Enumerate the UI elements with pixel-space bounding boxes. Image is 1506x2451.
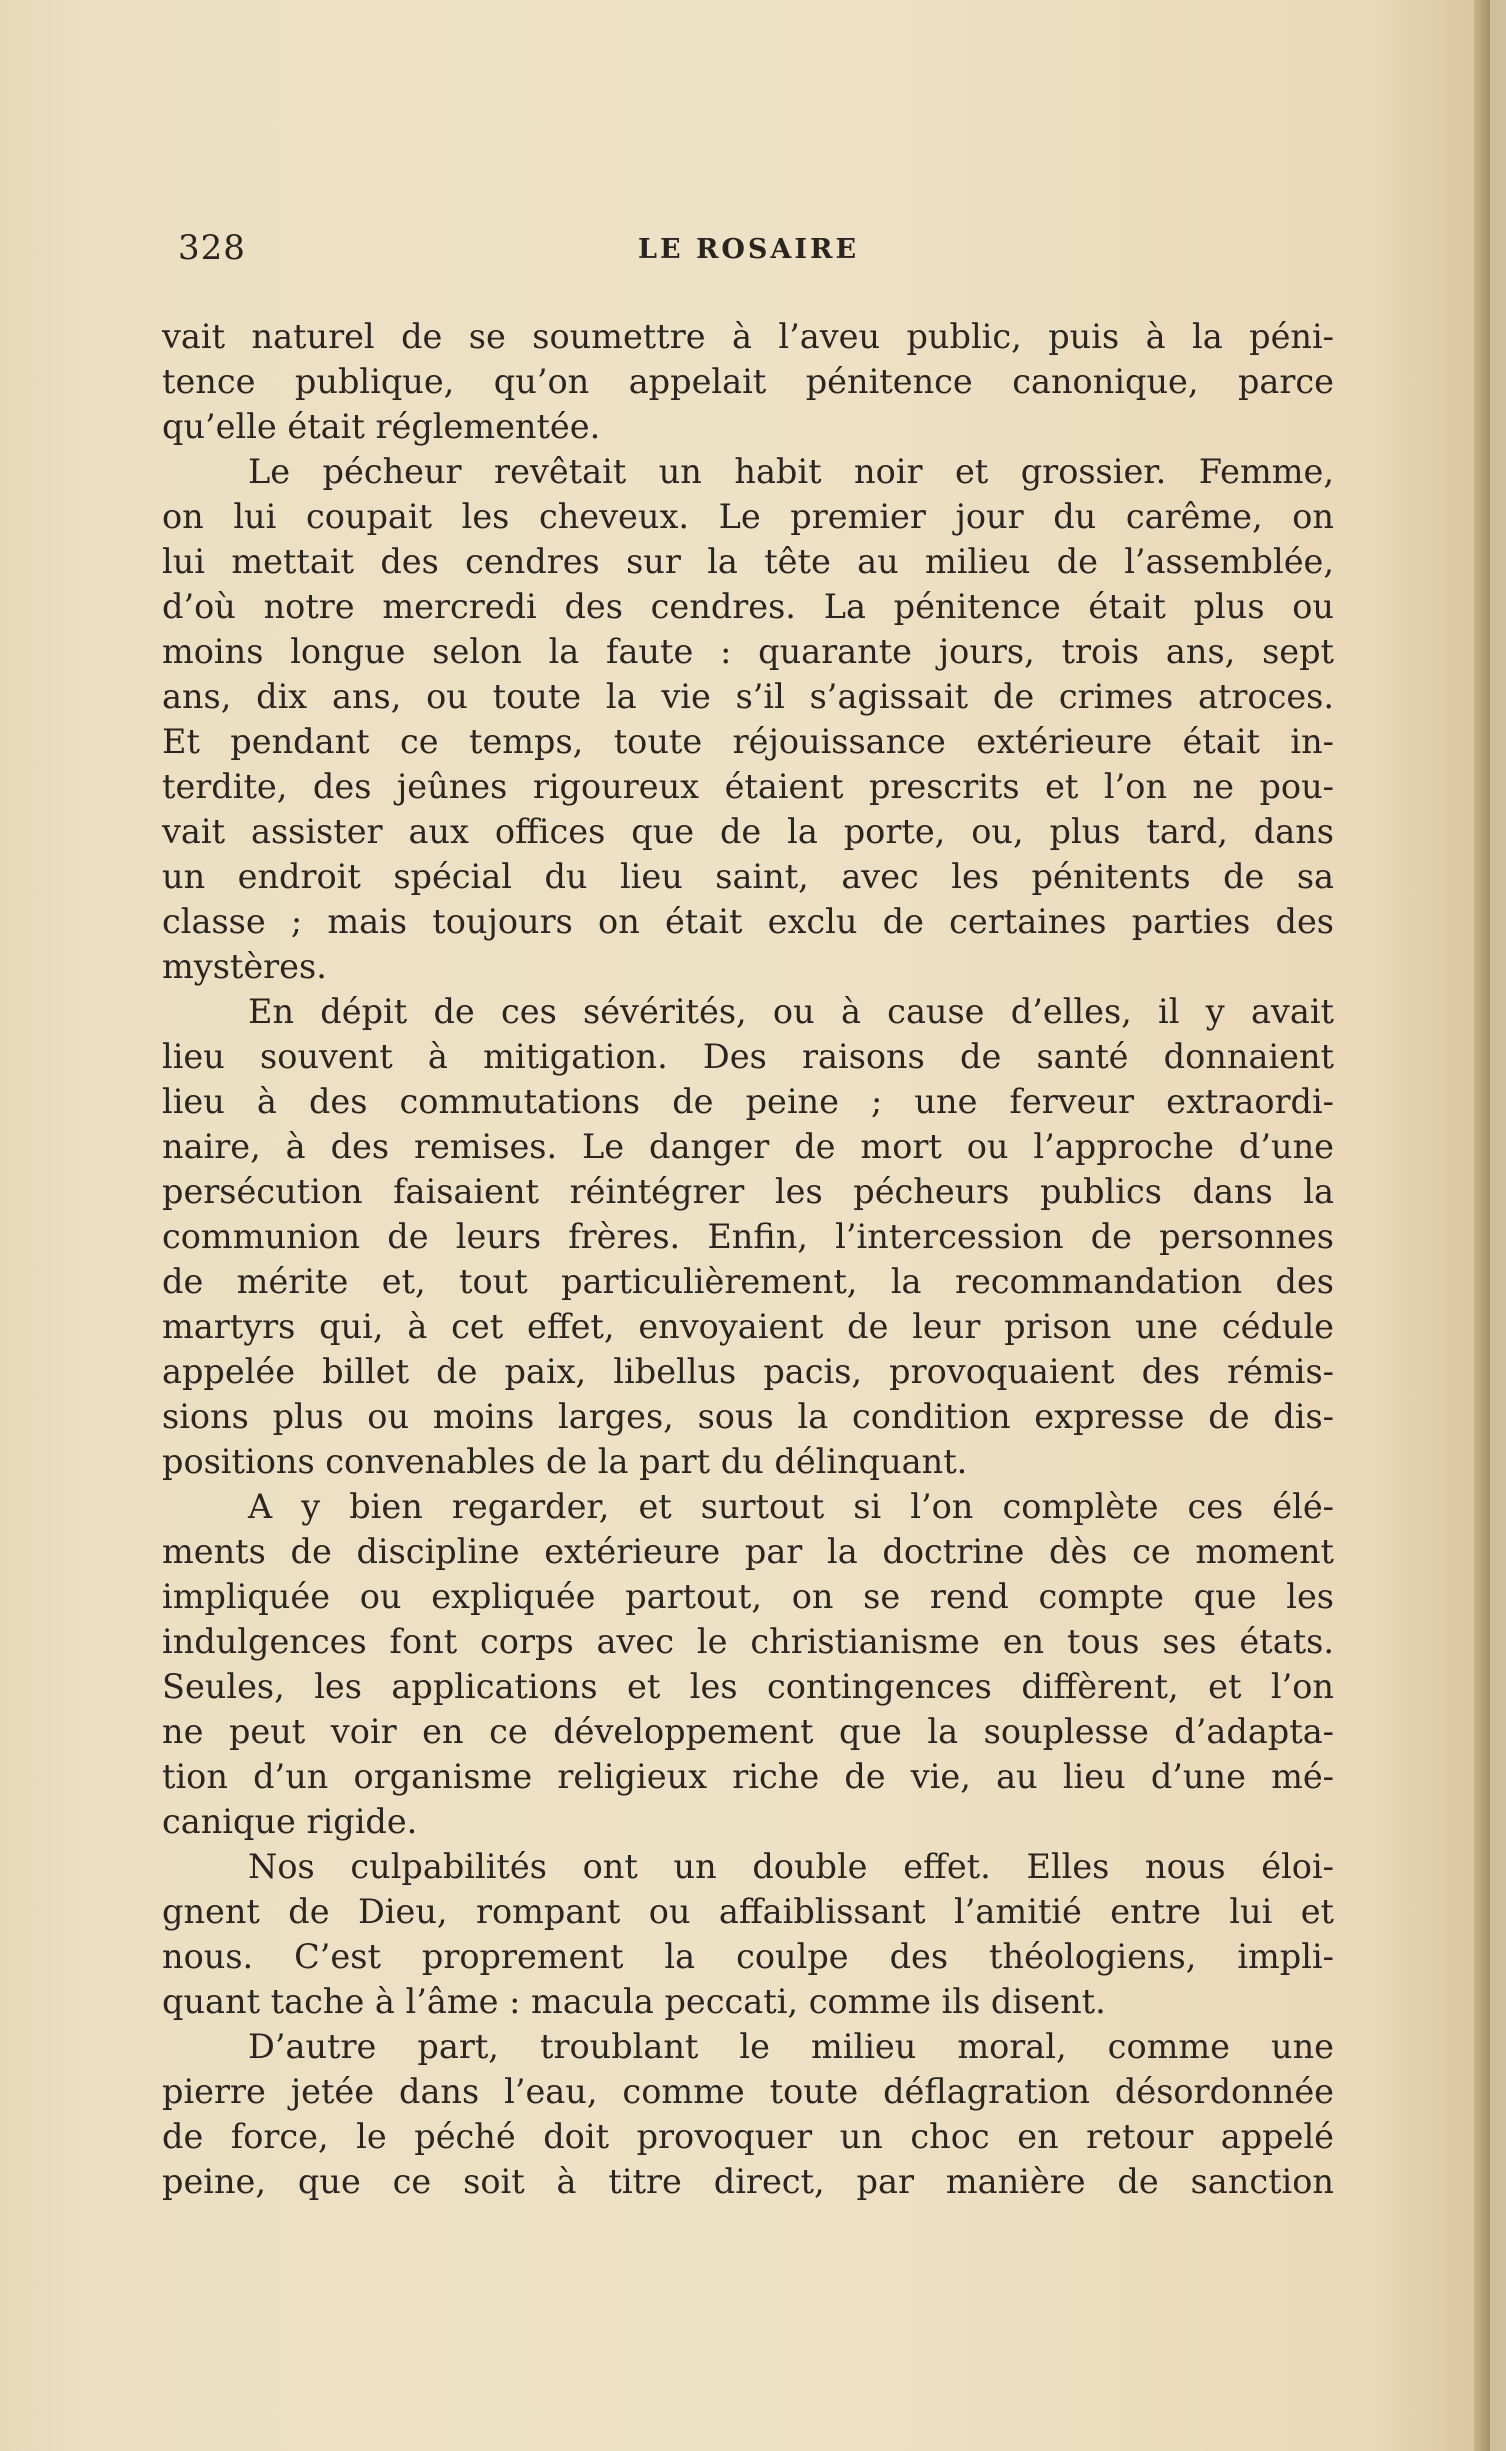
text-line: classe ; mais toujours on était exclu de certaines parties des: [162, 902, 1334, 941]
page-number: 328: [178, 228, 246, 268]
text-line: Et pendant ce temps, toute réjouissance extérieure était in-: [162, 722, 1334, 761]
text-line: positions convenables de la part du délinquant.: [162, 1442, 968, 1481]
text-line: sions plus ou moins larges, sous la condition expresse de dis-: [162, 1397, 1334, 1436]
text-line: communion de leurs frères. Enfin, l’intercession de personnes: [162, 1217, 1334, 1256]
text-line: on lui coupait les cheveux. Le premier jour du carême, on: [162, 497, 1334, 536]
text-line: ans, dix ans, ou toute la vie s’il s’agissait de crimes atroces.: [162, 677, 1334, 716]
text-line: vait assister aux offices que de la porte, ou, plus tard, dans: [162, 812, 1334, 851]
text-line: mystères.: [162, 947, 327, 986]
text-line: de force, le péché doit provoquer un choc en retour appelé: [162, 2117, 1334, 2156]
text-line: qu’elle était réglementée.: [162, 407, 601, 446]
text-line: En dépit de ces sévérités, ou à cause d’elles, il y avait: [248, 992, 1334, 1031]
text-line: Seules, les applications et les contingences diffèrent, et l’on: [162, 1667, 1334, 1706]
text-line: A y bien regarder, et surtout si l’on complète ces élé-: [248, 1487, 1334, 1526]
text-line: persécution faisaient réintégrer les pécheurs publics dans la: [162, 1172, 1334, 1211]
text-line: terdite, des jeûnes rigoureux étaient prescrits et l’on ne pou-: [162, 767, 1334, 806]
text-line: indulgences font corps avec le christianisme en tous ses états.: [162, 1622, 1334, 1661]
text-line: vait naturel de se soumettre à l’aveu public, puis à la péni-: [162, 317, 1334, 356]
text-line: moins longue selon la faute : quarante jours, trois ans, sept: [162, 632, 1334, 671]
text-line: peine, que ce soit à titre direct, par manière de sanction: [162, 2162, 1334, 2201]
text-line: naire, à des remises. Le danger de mort ou l’approche d’une: [162, 1127, 1334, 1166]
running-title: LE ROSAIRE: [638, 234, 860, 265]
text-line: lieu à des commutations de peine ; une ferveur extraordi-: [162, 1082, 1334, 1121]
text-line: tence publique, qu’on appelait pénitence canonique, parce: [162, 362, 1334, 401]
text-line: martyrs qui, à cet effet, envoyaient de leur prison une cédule: [162, 1307, 1334, 1346]
text-line: d’où notre mercredi des cendres. La pénitence était plus ou: [162, 587, 1334, 626]
text-line: appelée billet de paix, libellus pacis, provoquaient des rémis-: [162, 1352, 1334, 1391]
text-line: quant tache à l’âme : macula peccati, comme ils disent.: [162, 1982, 1106, 2021]
text-line: tion d’un organisme religieux riche de vie, au lieu d’une mé-: [162, 1757, 1334, 1796]
body-text: [162, 314, 1334, 2204]
text-line: Nos culpabilités ont un double effet. Elles nous éloi-: [248, 1847, 1334, 1886]
text-line: D’autre part, troublant le milieu moral, comme une: [248, 2027, 1334, 2066]
page-edge: [1474, 0, 1490, 2451]
text-line: pierre jetée dans l’eau, comme toute déflagration désordonnée: [162, 2072, 1334, 2111]
text-line: gnent de Dieu, rompant ou affaiblissant l’amitié entre lui et: [162, 1892, 1334, 1931]
text-line: canique rigide.: [162, 1802, 418, 1841]
text-line: ne peut voir en ce développement que la souplesse d’adapta-: [162, 1712, 1334, 1751]
text-line: un endroit spécial du lieu saint, avec les pénitents de sa: [162, 857, 1334, 896]
text-line: Le pécheur revêtait un habit noir et grossier. Femme,: [248, 452, 1334, 491]
text-line: de mérite et, tout particulièrement, la recommandation des: [162, 1262, 1334, 1301]
text-line: lui mettait des cendres sur la tête au milieu de l’assemblée,: [162, 542, 1334, 581]
text-line: lieu souvent à mitigation. Des raisons de santé donnaient: [162, 1037, 1334, 1076]
page-header: [178, 228, 1328, 288]
text-line: ments de discipline extérieure par la doctrine dès ce moment: [162, 1532, 1334, 1571]
text-line: nous. C’est proprement la coulpe des théologiens, impli-: [162, 1937, 1334, 1976]
text-line: impliquée ou expliquée partout, on se rend compte que les: [162, 1577, 1334, 1616]
